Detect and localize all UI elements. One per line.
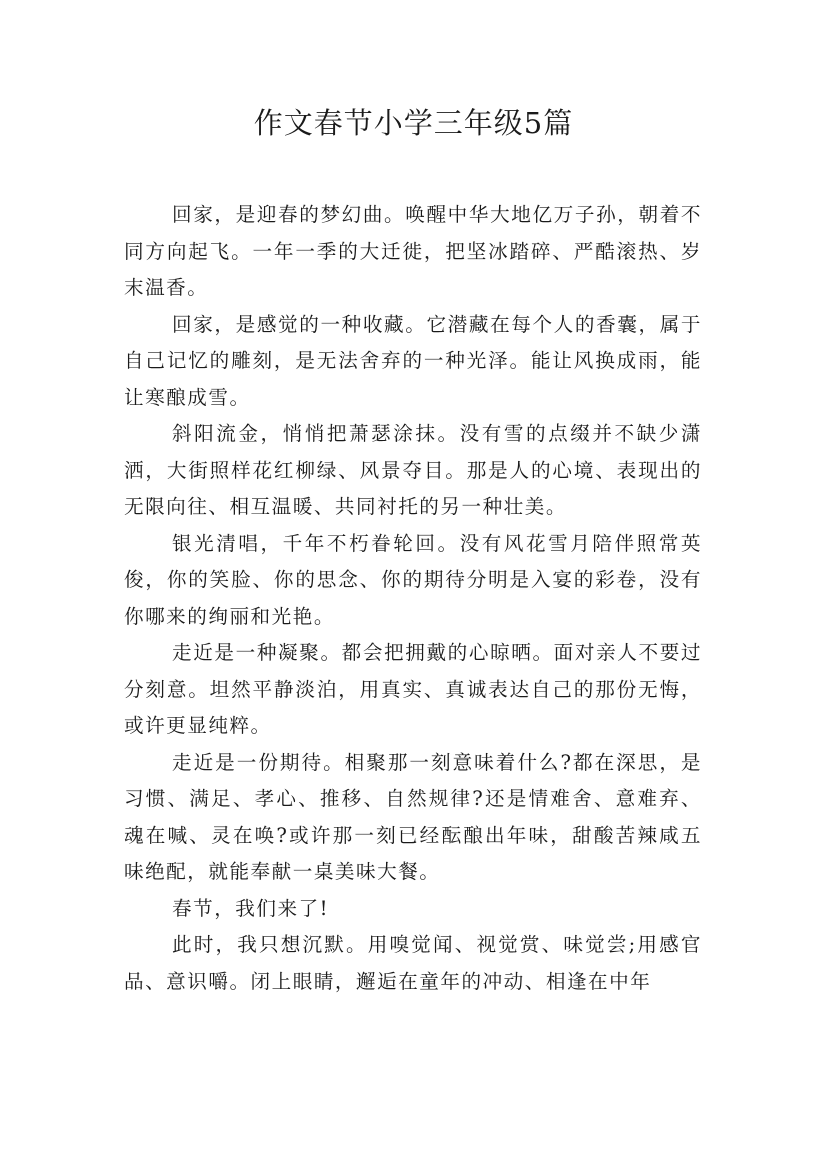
- paragraph: 此时，我只想沉默。用嗅觉闻、视觉赏、味觉尝;用感官品、意识嚼。闭上眼睛，邂逅在童年的冲动、相逢在中年: [124, 933, 702, 993]
- paragraph: 斜阳流金，悄悄把萧瑟涂抹。没有雪的点缀并不缺少潇洒，大街照样花红柳绿、风景夺目。那是人的心境、表现出的无限向往、相互温暖、共同衬托的另一种壮美。: [124, 422, 702, 518]
- paragraph: 回家，是迎春的梦幻曲。唤醒中华大地亿万子孙，朝着不同方向起飞。一年一季的大迁徙，把坚冰踏碎、严酷滚热、岁末温香。: [124, 203, 702, 299]
- paragraph: 春节，我们来了!: [172, 896, 330, 920]
- paragraph: 走近是一种凝聚。都会把拥戴的心晾晒。面对亲人不要过分刻意。坦然平静淡泊，用真实、真诚表达自己的那份无悔，或许更显纯粹。: [124, 641, 702, 737]
- document-title: 作文春节小学三年级5篇: [253, 106, 574, 140]
- paragraph: 走近是一份期待。相聚那一刻意味着什么?都在深思，是习惯、满足、孝心、推移、自然规律?还是情难舍、意难弃、魂在喊、灵在唤?或许那一刻已经酝酿出年味，甜酸苦辣咸五味绝配，就能奉献一桌美味大餐。: [124, 750, 702, 883]
- paragraph: 银光清唱，千年不朽眷轮回。没有风花雪月陪伴照常英俊，你的笑脸、你的思念、你的期待分明是入宴的彩卷，没有你哪来的绚丽和光艳。: [124, 531, 702, 628]
- paragraph: 回家，是感觉的一种收藏。它潜藏在每个人的香囊，属于自己记忆的雕刻，是无法舍弃的一种光泽。能让风换成雨，能让寒酿成雪。: [124, 312, 702, 409]
- document-body: [124, 197, 702, 1000]
